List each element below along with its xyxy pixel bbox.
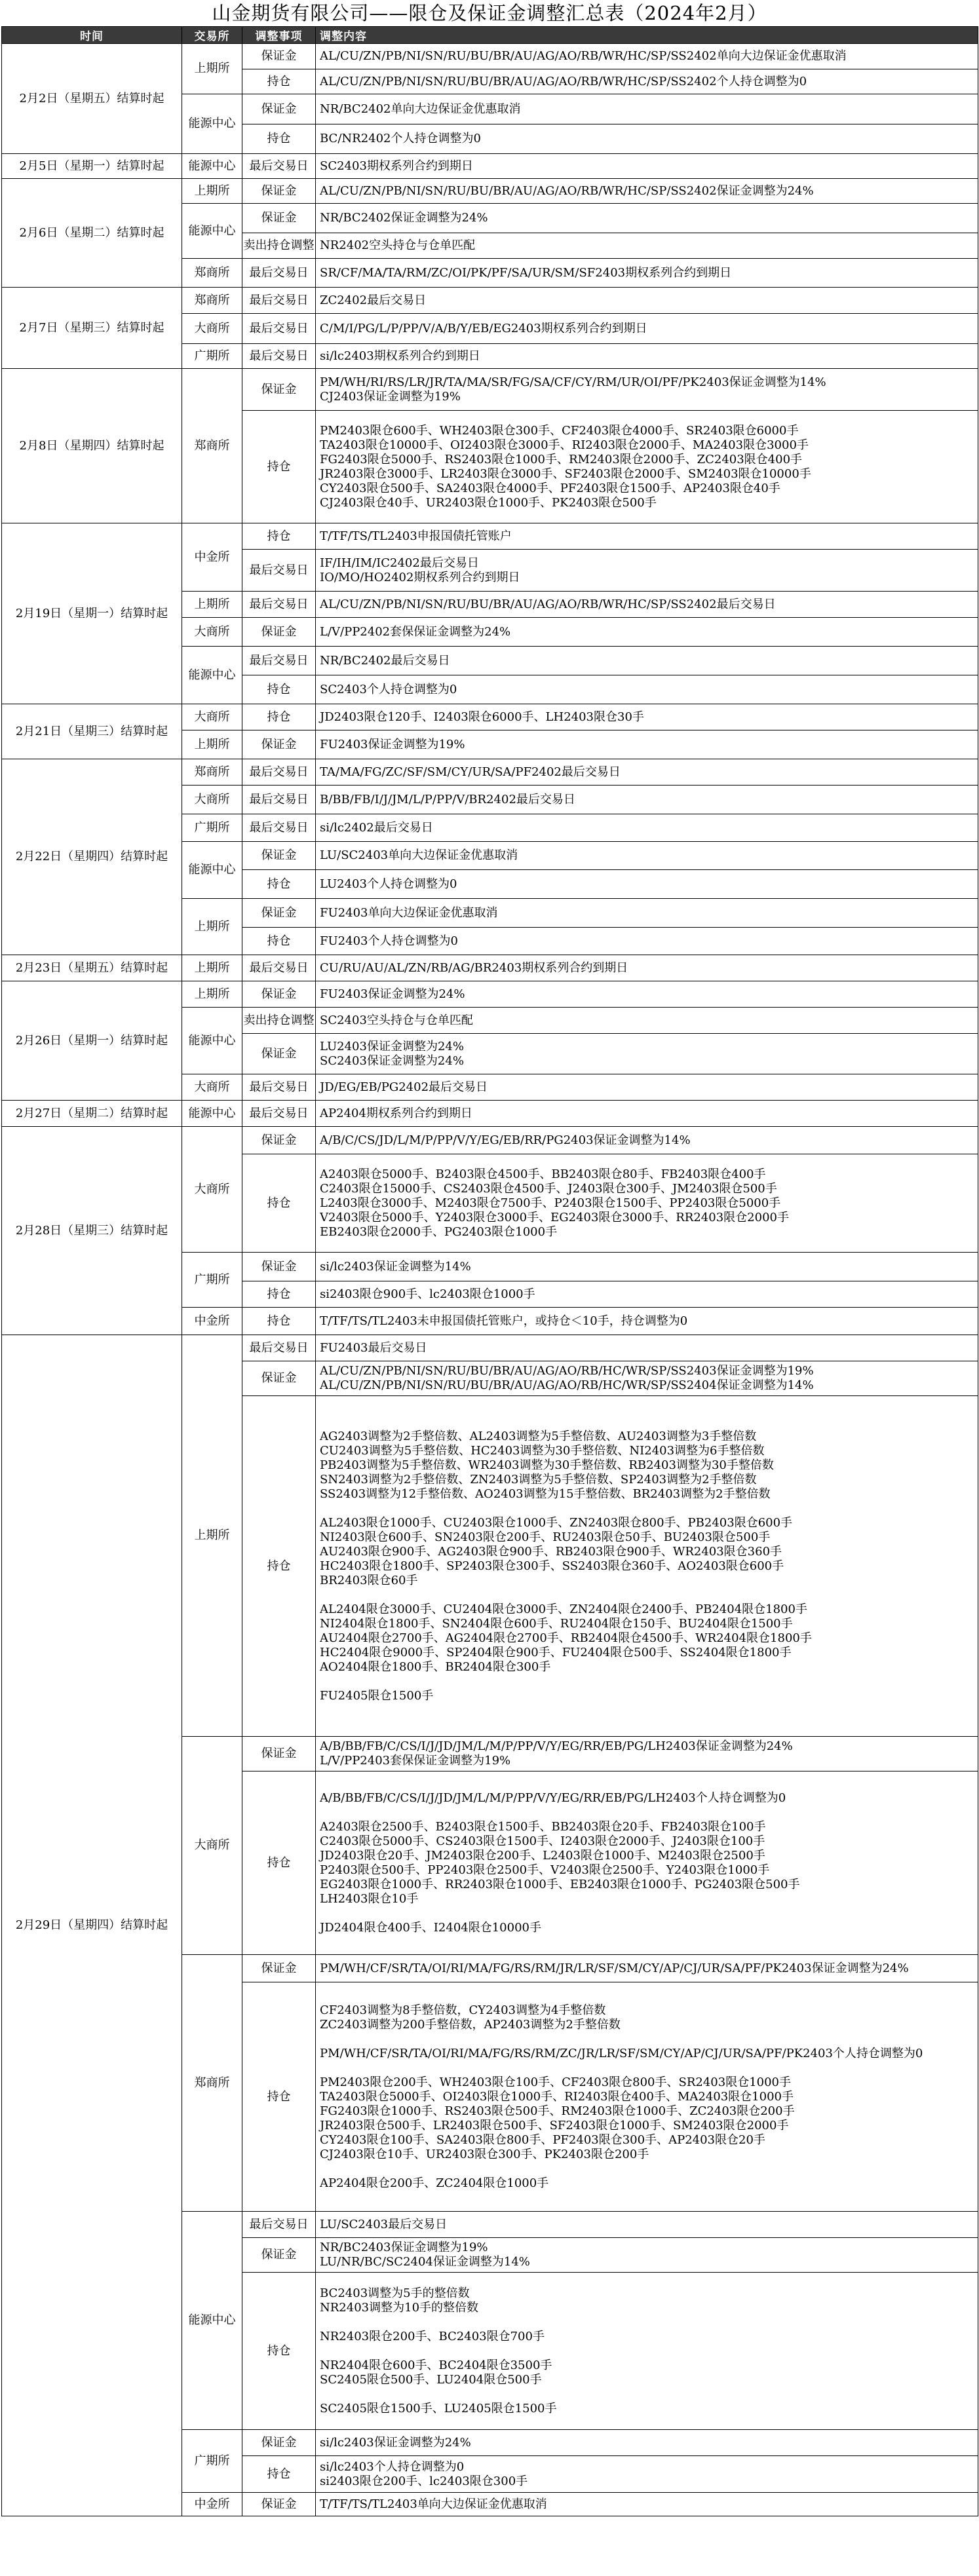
content-line: AL/CU/ZN/PB/NI/SN/RU/BU/BR/AU/AG/AO/RB/HC/WR/SP/SS2404保证金调整为14% (320, 1378, 814, 1392)
exchange-cell: 广期所 (182, 1253, 242, 1308)
content-cell (316, 1361, 978, 1396)
content-line: CY2403限仓500手、SA2403限仓4000手、PF2403限仓1500手、AP2403限仓40手 (320, 481, 780, 495)
date-cell: 2月2日（星期五）结算时起 (2, 44, 182, 154)
content-line: SC2405限仓500手、LU2404限仓500手 (320, 2372, 542, 2387)
date-cell: 2月28日（星期三）结算时起 (2, 1127, 182, 1335)
item-cell: 保证金 (242, 2238, 316, 2273)
content-line: NR/BC2402保证金调整为24% (320, 211, 488, 225)
content-line: CJ2403保证金调整为19% (320, 389, 461, 404)
content-cell (316, 1955, 978, 1982)
content-line: IO/MO/HO2402期权系列合约到期日 (320, 570, 520, 584)
content-line (320, 2032, 974, 2047)
item-cell: 最后交易日 (242, 2212, 316, 2238)
content-line: CF2403调整为8手整倍数，CY2403调整为4手整倍数 (320, 2003, 606, 2017)
content-cell (316, 647, 978, 675)
item-cell: 保证金 (242, 44, 316, 69)
content-cell (316, 314, 978, 344)
item-cell: 保证金 (242, 730, 316, 759)
content-cell (316, 1396, 978, 1737)
exchange-cell: 大商所 (182, 618, 242, 647)
exchange-cell: 大商所 (182, 1074, 242, 1101)
item-cell: 最后交易日 (242, 550, 316, 592)
content-line: LH2403限仓10手 (320, 1891, 419, 1906)
content-line: T/TF/TS/TL2403单向大边保证金优惠取消 (320, 2497, 547, 2511)
date-cell: 2月27日（星期二）结算时起 (2, 1101, 182, 1127)
content-cell (316, 44, 978, 69)
content-line (320, 2344, 974, 2358)
content-line: FU2403个人持仓调整为0 (320, 934, 458, 948)
date-cell: 2月6日（星期二）结算时起 (2, 179, 182, 288)
item-cell: 持仓 (242, 675, 316, 704)
content-cell (316, 179, 978, 204)
item-cell: 保证金 (242, 899, 316, 928)
item-cell: 保证金 (242, 94, 316, 124)
header-exchange: 交易所 (182, 27, 242, 44)
date-cell: 2月29日（星期四）结算时起 (2, 1335, 182, 2516)
table-row (2, 288, 978, 314)
content-line: LU/SC2403最后交易日 (320, 2217, 448, 2231)
exchange-cell: 能源中心 (182, 842, 242, 899)
item-cell: 持仓 (242, 870, 316, 899)
content-cell (316, 1101, 978, 1127)
content-cell (316, 523, 978, 550)
content-line: AP2404限仓200手、ZC2404限仓1000手 (320, 2176, 549, 2190)
content-cell (316, 344, 978, 369)
table-row (2, 955, 978, 981)
content-line: JD2404限仓400手、I2404限仓10000手 (320, 1920, 541, 1935)
exchange-cell: 郑商所 (182, 369, 242, 523)
item-cell: 保证金 (242, 1955, 316, 1982)
content-cell (316, 981, 978, 1008)
content-cell (316, 124, 978, 154)
exchange-cell: 上期所 (182, 981, 242, 1008)
item-cell: 卖出持仓调整 (242, 1008, 316, 1034)
content-line: JD2403限仓120手、I2403限仓6000手、LH2403限仓30手 (320, 710, 644, 724)
content-cell (316, 1335, 978, 1361)
table-row (2, 981, 978, 1008)
item-cell: 最后交易日 (242, 344, 316, 369)
table-row (2, 179, 978, 204)
content-line: NR2403调整为10手的整倍数 (320, 2300, 479, 2315)
content-line: P2403限仓500手、PP2403限仓2500手、V2403限仓2500手、Y2403限仓1000手 (320, 1863, 770, 1877)
item-cell: 保证金 (242, 2493, 316, 2516)
exchange-cell: 郑商所 (182, 259, 242, 288)
exchange-cell: 上期所 (182, 955, 242, 981)
content-line: NR2402空头持仓与仓单匹配 (320, 238, 476, 252)
content-line: LU2403个人持仓调整为0 (320, 877, 457, 891)
exchange-cell: 上期所 (182, 730, 242, 759)
content-line: FU2403保证金调整为24% (320, 987, 465, 1001)
exchange-cell: 上期所 (182, 1335, 242, 1737)
content-cell (316, 1771, 978, 1955)
content-line: TA2403限仓5000手、OI2403限仓1000手、RI2403限仓400手、MA2403限仓1000手 (320, 2089, 794, 2104)
item-cell: 保证金 (242, 369, 316, 411)
date-cell: 2月8日（星期四）结算时起 (2, 369, 182, 523)
content-cell (316, 1982, 978, 2212)
item-cell: 最后交易日 (242, 1101, 316, 1127)
content-line: NR2404限仓600手、BC2404限仓3500手 (320, 2358, 552, 2372)
content-line: LU/SC2403单向大边保证金优惠取消 (320, 848, 518, 862)
table-row (2, 1335, 978, 1361)
exchange-cell: 上期所 (182, 592, 242, 618)
date-cell: 2月5日（星期一）结算时起 (2, 154, 182, 179)
content-cell (316, 2493, 978, 2516)
content-line: PM2403限仓200手、WH2403限仓100手、CF2403限仓800手、SR2403限仓1000手 (320, 2075, 791, 2089)
content-cell (316, 2456, 978, 2493)
content-line: AO2404限仓1800手、BR2404限仓300手 (320, 1659, 551, 1674)
content-cell (316, 369, 978, 411)
content-line: TA/MA/FG/ZC/SF/SM/CY/UR/SA/PF2402最后交易日 (320, 765, 621, 779)
content-line: NR/BC2402单向大边保证金优惠取消 (320, 102, 521, 116)
content-line: CY2403限仓100手、SA2403限仓800手、PF2403限仓300手、AP2403限仓20手 (320, 2132, 765, 2147)
content-line: AL/CU/ZN/PB/NI/SN/RU/BU/BR/AU/AG/AO/RB/WR/HC/SP/SS2402单向大边保证金优惠取消 (320, 49, 847, 63)
content-line: FU2405限仓1500手 (320, 1688, 434, 1703)
exchange-cell: 上期所 (182, 179, 242, 204)
content-line: AU2404限仓2700手、AG2404限仓2700手、RB2404限仓4500手、WR2404限仓1800手 (320, 1631, 812, 1645)
content-line: AL2404限仓3000手、CU2404限仓3000手、ZN2404限仓2400手、PB2404限仓1800手 (320, 1602, 807, 1616)
content-line: B/BB/FB/I/J/JM/L/P/PP/V/BR2402最后交易日 (320, 792, 575, 806)
content-line: T/TF/TS/TL2403未申报国债托管账户，或持仓＜10手，持仓调整为0 (320, 1314, 688, 1328)
content-cell (316, 259, 978, 288)
content-line: si/lc2403保证金调整为24% (320, 2435, 471, 2450)
content-line (320, 2387, 974, 2402)
content-cell (316, 94, 978, 124)
exchange-cell: 大商所 (182, 704, 242, 730)
exchange-cell: 能源中心 (182, 2212, 242, 2430)
item-cell: 持仓 (242, 2456, 316, 2493)
content-line (320, 1675, 974, 1689)
item-cell: 最后交易日 (242, 259, 316, 288)
content-cell (316, 870, 978, 899)
exchange-cell: 广期所 (182, 344, 242, 369)
content-line: FG2403限仓5000手、RS2403限仓1000手、RM2403限仓2000手、ZC2403限仓400手 (320, 452, 803, 466)
item-cell: 保证金 (242, 1127, 316, 1154)
item-cell: 持仓 (242, 523, 316, 550)
item-cell: 最后交易日 (242, 154, 316, 179)
adjustment-table (1, 26, 978, 2516)
content-line: EG2403限仓1000手、RR2403限仓1000手、EB2403限仓1000手、PG2403限仓500手 (320, 1877, 800, 1891)
content-line: T/TF/TS/TL2403申报国债托管账户 (320, 529, 512, 543)
exchange-cell: 中金所 (182, 2493, 242, 2516)
exchange-cell: 上期所 (182, 899, 242, 955)
content-cell (316, 1281, 978, 1308)
exchange-cell: 能源中心 (182, 204, 242, 259)
content-line: HC2404限仓9000手、SP2404限仓900手、FU2404限仓500手、SS2404限仓1800手 (320, 1645, 792, 1659)
item-cell: 卖出持仓调整 (242, 233, 316, 259)
content-line: EB2403限仓2000手、PG2403限仓1000手 (320, 1224, 558, 1239)
item-cell: 保证金 (242, 204, 316, 233)
content-line: AL2403限仓1000手、CU2403限仓1000手、ZN2403限仓800手、PB2403限仓600手 (320, 1515, 793, 1530)
content-line: PM/WH/RI/RS/LR/JR/TA/MA/SR/FG/SA/CF/CY/RM/UR/OI/PF/PK2403保证金调整为14% (320, 375, 826, 389)
content-line: CJ2403限仓10手、UR2403限仓300手、PK2403限仓200手 (320, 2147, 649, 2161)
item-cell: 最后交易日 (242, 955, 316, 981)
content-line: C/M/I/PG/L/P/PP/V/A/B/Y/EB/EG2403期权系列合约到期日 (320, 321, 647, 335)
table-header-row (2, 27, 978, 44)
content-line: CU2403调整为5手整倍数、HC2403调整为30手整倍数、NI2403调整为6手整倍数 (320, 1443, 765, 1458)
exchange-cell: 郑商所 (182, 759, 242, 786)
content-cell (316, 1074, 978, 1101)
header-item: 调整事项 (242, 27, 316, 44)
item-cell: 保证金 (242, 2430, 316, 2456)
content-line: C2403限仓5000手、CS2403限仓1500手、I2403限仓2000手、J2403限仓100手 (320, 1834, 765, 1848)
table-row (2, 154, 978, 179)
content-cell (316, 899, 978, 928)
content-line: NR/BC2402最后交易日 (320, 653, 450, 668)
table-row (2, 523, 978, 550)
table-row (2, 1127, 978, 1154)
item-cell: 最后交易日 (242, 786, 316, 814)
content-line: NI2403限仓600手、SN2403限仓200手、RU2403限仓50手、BU2403限仓500手 (320, 1530, 771, 1544)
item-cell: 最后交易日 (242, 647, 316, 675)
content-line: CJ2403限仓40手、UR2403限仓1000手、PK2403限仓500手 (320, 495, 657, 510)
content-line: FU2403保证金调整为19% (320, 737, 465, 751)
content-line: JD/EG/EB/PG2402最后交易日 (320, 1080, 488, 1094)
date-cell: 2月26日（星期一）结算时起 (2, 981, 182, 1101)
content-line: HC2403限仓1800手、SP2403限仓300手、SS2403限仓360手、AO2403限仓600手 (320, 1559, 784, 1573)
content-line: si/lc2403期权系列合约到期日 (320, 349, 480, 363)
content-cell (316, 1008, 978, 1034)
exchange-cell: 大商所 (182, 786, 242, 814)
content-cell (316, 955, 978, 981)
content-line: SC2403空头持仓与仓单匹配 (320, 1013, 473, 1027)
item-cell: 保证金 (242, 1361, 316, 1396)
table-row (2, 704, 978, 730)
content-line: SS2403调整为12手整倍数、AO2403调整为15手整倍数、BR2403调整为2手整倍数 (320, 1487, 771, 1501)
item-cell: 最后交易日 (242, 1335, 316, 1361)
content-line: AP2404期权系列合约到期日 (320, 1106, 472, 1120)
content-cell (316, 1308, 978, 1335)
content-line: LU/NR/BC/SC2404保证金调整为14% (320, 2255, 530, 2269)
table-row (2, 44, 978, 69)
date-cell: 2月23日（星期五）结算时起 (2, 955, 182, 981)
item-cell: 持仓 (242, 2273, 316, 2430)
content-line: ZC2402最后交易日 (320, 293, 427, 307)
item-cell: 持仓 (242, 1771, 316, 1955)
date-cell: 2月19日（星期一）结算时起 (2, 523, 182, 704)
content-line: A2403限仓5000手、B2403限仓4500手、BB2403限仓80手、FB2403限仓400手 (320, 1167, 766, 1181)
content-cell (316, 1034, 978, 1074)
content-line: TA2403限仓10000手、OI2403限仓3000手、RI2403限仓2000手、MA2403限仓3000手 (320, 438, 809, 452)
content-line: SC2405限仓1500手、LU2405限仓1500手 (320, 2401, 557, 2415)
content-line: PM/WH/CF/SR/TA/OI/RI/MA/FG/RS/RM/ZC/JR/LR/SF/SM/CY/AP/CJ/UR/SA/PF/PK2403个人持仓调整为0 (320, 2046, 923, 2060)
content-cell (316, 411, 978, 523)
page-title: 山金期货有限公司——限仓及保证金调整汇总表（2024年2月） (212, 2, 767, 24)
content-line: JD2403限仓20手、JM2403限仓200手、L2403限仓1000手、M2403限仓2500手 (320, 1848, 765, 1863)
date-cell: 2月7日（星期三）结算时起 (2, 288, 182, 369)
content-line: NR/BC2403保证金调整为19% (320, 2241, 488, 2254)
content-line: BC/NR2402个人持仓调整为0 (320, 132, 481, 145)
content-line: A/B/BB/FB/C/CS/I/J/JD/JM/L/M/P/PP/V/Y/EG/RR/EB/PG/LH2403个人持仓调整为0 (320, 1790, 786, 1805)
content-line: NI2404限仓1800手、SN2404限仓600手、RU2404限仓150手、BU2404限仓1500手 (320, 1616, 793, 1631)
exchange-cell: 大商所 (182, 1737, 242, 1955)
content-line: SN2403调整为2手整倍数、ZN2403调整为5手整倍数、SP2403调整为2手整倍数 (320, 1472, 757, 1487)
content-line: si2403限仓200手、lc2403限仓300手 (320, 2474, 528, 2488)
content-line: L/V/PP2402套保保证金调整为24% (320, 624, 511, 639)
content-line: AG2403调整为2手整倍数、AL2403调整为5手整倍数、AU2403调整为3手整倍数 (320, 1429, 757, 1443)
item-cell: 保证金 (242, 618, 316, 647)
exchange-cell: 上期所 (182, 44, 242, 94)
content-cell (316, 928, 978, 955)
exchange-cell: 广期所 (182, 2430, 242, 2493)
content-line: PB2403调整为5手整倍数、WR2403调整为30手整倍数、RB2403调整为30手整倍数 (320, 1458, 774, 1472)
content-cell (316, 842, 978, 870)
content-line (320, 1588, 974, 1602)
item-cell: 保证金 (242, 842, 316, 870)
content-line: ZC2403调整为200手整倍数，AP2403调整为2手整倍数 (320, 2017, 621, 2032)
content-line (320, 1806, 974, 1820)
content-cell (316, 233, 978, 259)
content-line: PM/WH/CF/SR/TA/OI/RI/MA/FG/RS/RM/JR/LR/SF/SM/CY/AP/CJ/UR/SA/PF/PK2403保证金调整为24% (320, 1961, 909, 1975)
exchange-cell: 大商所 (182, 314, 242, 344)
item-cell: 持仓 (242, 411, 316, 523)
content-cell (316, 550, 978, 592)
content-cell (316, 704, 978, 730)
content-line (320, 1502, 974, 1516)
content-line: A2403限仓2500手、B2403限仓1500手、BB2403限仓20手、FB2403限仓100手 (320, 1819, 766, 1834)
content-line (320, 1906, 974, 1921)
content-line: si/lc2403保证金调整为14% (320, 1259, 471, 1274)
exchange-cell: 能源中心 (182, 94, 242, 154)
exchange-cell: 中金所 (182, 523, 242, 592)
date-cell: 2月21日（星期三）结算时起 (2, 704, 182, 759)
item-cell: 保证金 (242, 1034, 316, 1074)
content-cell (316, 204, 978, 233)
content-line: FU2403最后交易日 (320, 1340, 427, 1355)
content-cell (316, 1253, 978, 1281)
item-cell: 保证金 (242, 981, 316, 1008)
content-cell (316, 154, 978, 179)
exchange-cell: 中金所 (182, 1308, 242, 1335)
content-line: SC2403期权系列合约到期日 (320, 159, 473, 173)
content-cell (316, 618, 978, 647)
content-line: JR2403限仓500手、LR2403限仓500手、SF2403限仓1000手、SM2403限仓2000手 (320, 2118, 789, 2132)
content-line: FG2403限仓1000手、RS2403限仓500手、RM2403限仓1000手、ZC2403限仓200手 (320, 2104, 795, 2118)
item-cell: 持仓 (242, 69, 316, 94)
content-line: IF/IH/IM/IC2402最后交易日 (320, 556, 479, 570)
exchange-cell: 郑商所 (182, 288, 242, 314)
item-cell: 最后交易日 (242, 314, 316, 344)
content-cell (316, 1154, 978, 1253)
content-line: AL/CU/ZN/PB/NI/SN/RU/BU/BR/AU/AG/AO/RB/WR/HC/SP/SS2402保证金调整为24% (320, 183, 814, 198)
item-cell: 持仓 (242, 704, 316, 730)
content-line: SC2403保证金调整为24% (320, 1053, 464, 1068)
content-cell (316, 2212, 978, 2238)
exchange-cell: 广期所 (182, 814, 242, 842)
content-cell (316, 1127, 978, 1154)
content-line: FU2403单向大边保证金优惠取消 (320, 905, 498, 920)
item-cell: 持仓 (242, 1154, 316, 1253)
item-cell: 最后交易日 (242, 1074, 316, 1101)
content-cell (316, 2238, 978, 2273)
content-line: AL/CU/ZN/PB/NI/SN/RU/BU/BR/AU/AG/AO/RB/WR/HC/SP/SS2402最后交易日 (320, 597, 776, 611)
content-line (320, 2315, 974, 2330)
exchange-cell: 能源中心 (182, 1008, 242, 1074)
item-cell: 持仓 (242, 1308, 316, 1335)
item-cell: 持仓 (242, 1982, 316, 2212)
content-cell (316, 2430, 978, 2456)
content-line (320, 2061, 974, 2075)
content-cell (316, 730, 978, 759)
exchange-cell: 郑商所 (182, 1955, 242, 2212)
content-line: PM2403限仓600手、WH2403限仓300手、CF2403限仓4000手、SR2403限仓6000手 (320, 423, 799, 438)
content-line: NR2403限仓200手、BC2403限仓700手 (320, 2329, 545, 2343)
content-cell (316, 288, 978, 314)
table-row (2, 369, 978, 411)
table-row (2, 759, 978, 786)
content-cell (316, 2273, 978, 2430)
item-cell: 保证金 (242, 1253, 316, 1281)
content-cell (316, 786, 978, 814)
item-cell: 保证金 (242, 179, 316, 204)
item-cell: 最后交易日 (242, 759, 316, 786)
item-cell: 最后交易日 (242, 592, 316, 618)
content-line: si/lc2402最后交易日 (320, 820, 433, 835)
content-line: BR2403限仓60手 (320, 1573, 418, 1587)
exchange-cell: 能源中心 (182, 647, 242, 704)
content-line (320, 2162, 974, 2176)
content-line: L2403限仓3000手、M2403限仓7500手、P2403限仓1500手、PP2403限仓5000手 (320, 1196, 781, 1210)
table-body (2, 44, 978, 2516)
exchange-cell: 大商所 (182, 1127, 242, 1253)
item-cell: 持仓 (242, 124, 316, 154)
exchange-cell: 能源中心 (182, 1101, 242, 1127)
item-cell: 最后交易日 (242, 814, 316, 842)
date-cell: 2月22日（星期四）结算时起 (2, 759, 182, 955)
content-cell (316, 69, 978, 94)
content-line: BC2403调整为5手的整倍数 (320, 2286, 470, 2300)
content-line: SR/CF/MA/TA/RM/ZC/OI/PK/PF/SA/UR/SM/SF2403期权系列合约到期日 (320, 265, 732, 280)
content-line: si/lc2403个人持仓调整为0 (320, 2459, 465, 2474)
content-line: A/B/BB/FB/C/CS/I/J/JD/JM/L/M/P/PP/V/Y/EG/RR/EB/PG/LH2403保证金调整为24% (320, 1739, 793, 1753)
content-line: si2403限仓900手、lc2403限仓1000手 (320, 1287, 535, 1301)
content-line: LU2403保证金调整为24% (320, 1039, 464, 1053)
content-line: JR2403限仓3000手、LR2403限仓3000手、SF2403限仓2000手、SM2403限仓10000手 (320, 466, 811, 481)
content-cell (316, 759, 978, 786)
table-row (2, 1101, 978, 1127)
content-cell (316, 1737, 978, 1771)
content-line: AL/CU/ZN/PB/NI/SN/RU/BU/BR/AU/AG/AO/RB/WR/HC/SP/SS2402个人持仓调整为0 (320, 74, 807, 88)
item-cell: 持仓 (242, 928, 316, 955)
item-cell: 保证金 (242, 1737, 316, 1771)
exchange-cell: 能源中心 (182, 154, 242, 179)
item-cell: 最后交易日 (242, 288, 316, 314)
header-content: 调整内容 (316, 27, 978, 44)
item-cell: 持仓 (242, 1281, 316, 1308)
item-cell: 持仓 (242, 1396, 316, 1737)
content-cell (316, 675, 978, 704)
content-line: V2403限仓5000手、Y2403限仓3000手、EG2403限仓3000手、RR2403限仓2000手 (320, 1210, 789, 1224)
content-cell (316, 592, 978, 618)
content-line: CU/RU/AU/AL/ZN/RB/AG/BR2403期权系列合约到期日 (320, 960, 628, 975)
content-line: A/B/C/CS/JD/L/M/P/PP/V/Y/EG/EB/RR/PG2403保证金调整为14% (320, 1133, 691, 1147)
content-cell (316, 814, 978, 842)
content-line: AL/CU/ZN/PB/NI/SN/RU/BU/BR/AU/AG/AO/RB/HC/WR/SP/SS2403保证金调整为19% (320, 1364, 814, 1378)
header-time: 时间 (2, 27, 182, 44)
content-line: L/V/PP2403套保保证金调整为19% (320, 1754, 511, 1768)
content-line: C2403限仓15000手、CS2403限仓4500手、J2403限仓300手、JM2403限仓500手 (320, 1181, 777, 1196)
content-line: SC2403个人持仓调整为0 (320, 682, 457, 696)
content-line: AU2403限仓900手、AG2403限仓900手、RB2403限仓900手、WR2403限仓360手 (320, 1544, 782, 1559)
